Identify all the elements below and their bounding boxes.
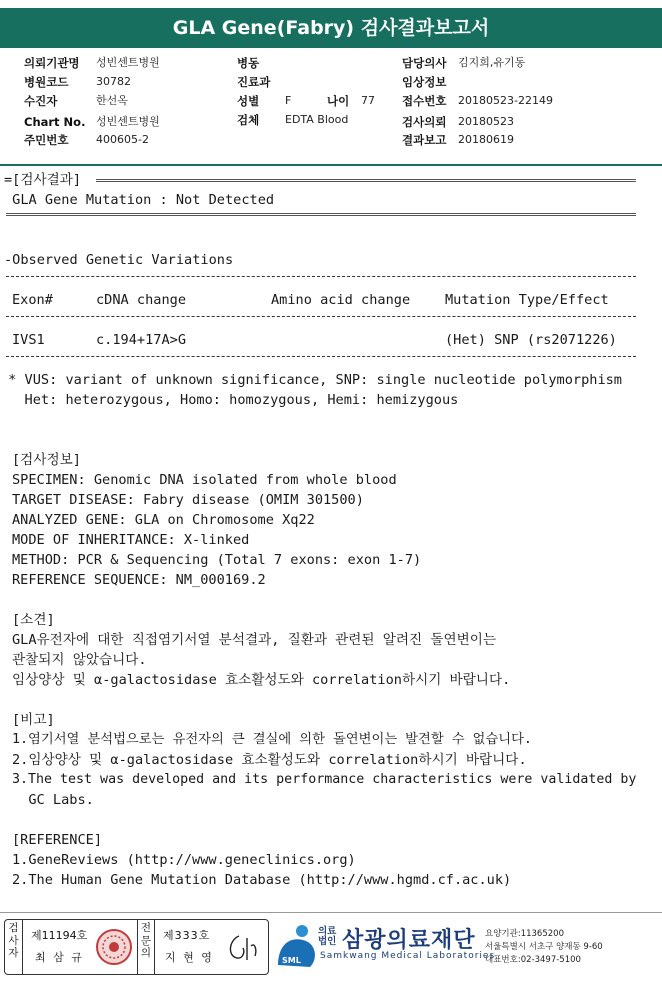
sex-label: 성별 <box>237 94 260 108</box>
observed-variations-title: -Observed Genetic Variations <box>4 252 234 268</box>
report-date-value: 20180619 <box>458 133 514 146</box>
col-header-amino: Amino acid change <box>271 292 411 308</box>
org-type-2: 법인 <box>318 936 337 947</box>
test-info-line: TARGET DISEASE: Fabry disease (OMIM 301500) <box>12 492 364 508</box>
reference-header: [REFERENCE] <box>12 832 103 848</box>
test-info-line: ANALYZED GENE: GLA on Chromosome Xq22 <box>12 512 315 528</box>
doctor-value: 김지희,유기동 <box>458 56 526 69</box>
dashed-rule <box>6 276 636 277</box>
remarks-line: 2.임상양상 및 α-galactosidase 효소활성도와 correlation하시기 바랍니다. <box>12 752 527 768</box>
double-rule <box>96 179 636 182</box>
test-info-line: SPECIMEN: Genomic DNA isolated from whole blood <box>12 472 397 488</box>
ward-label: 병동 <box>237 56 260 70</box>
dashed-rule <box>6 316 636 317</box>
report-body <box>0 168 662 898</box>
request-date-label: 검사의뢰 <box>402 115 447 129</box>
dashed-rule <box>6 356 636 357</box>
signature-icon <box>225 930 261 966</box>
organization-english: Samkwang Medical Laboratories <box>320 951 496 961</box>
age-label: 나이 <box>327 94 350 108</box>
remarks-line: GC Labs. <box>12 792 94 808</box>
specimen-value: EDTA Blood <box>285 113 349 126</box>
col-header-effect: Mutation Type/Effect <box>445 292 609 308</box>
report-title: GLA Gene(Fabry) 검사결과보고서 <box>0 8 662 48</box>
result-section-header: =[검사결과] <box>4 172 82 188</box>
col-header-cdna: cDNA change <box>96 292 187 308</box>
examiner-label <box>5 920 23 974</box>
examiner-name: 최 삼 규 <box>35 951 84 964</box>
age-value: 77 <box>361 94 375 107</box>
signature-box <box>4 919 269 975</box>
specialist-name: 지 현 영 <box>165 951 214 964</box>
opinion-line: GLA유전자에 대한 직접염기서열 분석결과, 질환과 관련된 알려진 돌연변이는 <box>12 632 496 648</box>
seal-stamp-icon <box>95 928 133 966</box>
report-date-label: 결과보고 <box>402 133 447 147</box>
vertical-label-char: 문 <box>140 934 152 947</box>
vertical-label-char: 검 <box>8 922 19 934</box>
opinion-line: 관찰되지 않았습니다. <box>12 652 147 668</box>
resident-no-label: 주민번호 <box>24 133 69 147</box>
mutation-result: GLA Gene Mutation : Not Detected <box>4 192 275 208</box>
org-code: 요양기관:11365200 <box>485 929 564 939</box>
clinical-info-label: 임상정보 <box>402 75 447 89</box>
footnote-line: Het: heterozygous, Homo: homozygous, Hemi: hemizygous <box>0 392 459 408</box>
resident-no-value: 400605-2 <box>96 133 149 146</box>
org-phone: 대표번호:02-3497-5100 <box>485 955 581 965</box>
specimen-label: 검체 <box>237 113 260 127</box>
remarks-line: 3.The test was developed and its performance characteristics were validated by <box>12 772 637 787</box>
col-header-exon: Exon# <box>12 292 53 308</box>
org-type-1: 의료 <box>318 926 337 937</box>
patient-info-header <box>0 50 662 164</box>
sex-value: F <box>285 94 292 107</box>
opinion-line: 임상양상 및 α-galactosidase 효소활성도와 correlation하시기 바랍니다. <box>12 672 511 688</box>
logo-text: SML <box>282 956 301 965</box>
reference-line: 1.GeneReviews (http://www.geneclinics.org) <box>12 852 356 868</box>
vertical-label-char: 전 <box>140 922 152 934</box>
organization-name: 삼광의료재단 <box>342 928 476 953</box>
report-footer <box>0 912 662 985</box>
remarks-line: 1.염기서열 분석법으로는 유전자의 큰 결실에 의한 돌연변이는 발견할 수 없습니다. <box>12 732 532 747</box>
patient-label: 수진자 <box>24 94 58 108</box>
department-label: 진료과 <box>237 75 271 89</box>
header-divider <box>0 164 662 166</box>
reference-line: 2.The Human Gene Mutation Database (http://www.hgmd.cf.ac.uk) <box>12 872 512 888</box>
hospital-code-label: 병원코드 <box>24 75 69 89</box>
org-address: 서울특별시 서초구 양재동 9-60 <box>485 942 603 952</box>
vertical-label-char: 자 <box>8 947 19 959</box>
vertical-label-char: 사 <box>8 934 19 947</box>
hospital-code-value: 30782 <box>96 75 131 88</box>
variant-effect: (Het) SNP (rs2071226) <box>445 332 617 348</box>
specialist-label <box>137 920 155 974</box>
receipt-no-label: 접수번호 <box>402 94 447 108</box>
test-info-line: METHOD: PCR & Sequencing (Total 7 exons: exon 1-7) <box>12 552 422 568</box>
receipt-no-value: 20180523-22149 <box>458 94 553 107</box>
request-date-value: 20180523 <box>458 115 514 128</box>
org-type <box>318 927 336 947</box>
institution-value: 성빈센트병원 <box>96 56 160 69</box>
opinion-header: [소견] <box>12 612 55 628</box>
institution-label: 의뢰기관명 <box>24 56 80 70</box>
vertical-label-char: 의 <box>140 947 152 959</box>
variant-exon: IVS1 <box>12 332 45 348</box>
footnote-line: * VUS: variant of unknown significance, SNP: single nucleotide polymorphism <box>0 372 622 388</box>
test-info-line: REFERENCE SEQUENCE: NM_000169.2 <box>12 572 266 588</box>
remarks-header: [비고] <box>12 712 55 728</box>
patient-value: 한선옥 <box>96 94 128 107</box>
test-info-line: MODE OF INHERITANCE: X-linked <box>12 532 250 548</box>
chart-no-label: Chart No. <box>24 115 86 129</box>
doctor-label: 담당의사 <box>402 56 447 70</box>
test-info-header: [검사정보] <box>12 452 81 468</box>
double-rule <box>6 213 636 216</box>
chart-no-value: 성빈센트병원 <box>96 115 160 128</box>
variant-cdna: c.194+17A>G <box>96 332 187 348</box>
specialist-license: 제333호 <box>163 929 211 942</box>
examiner-license: 제11194호 <box>31 929 88 942</box>
